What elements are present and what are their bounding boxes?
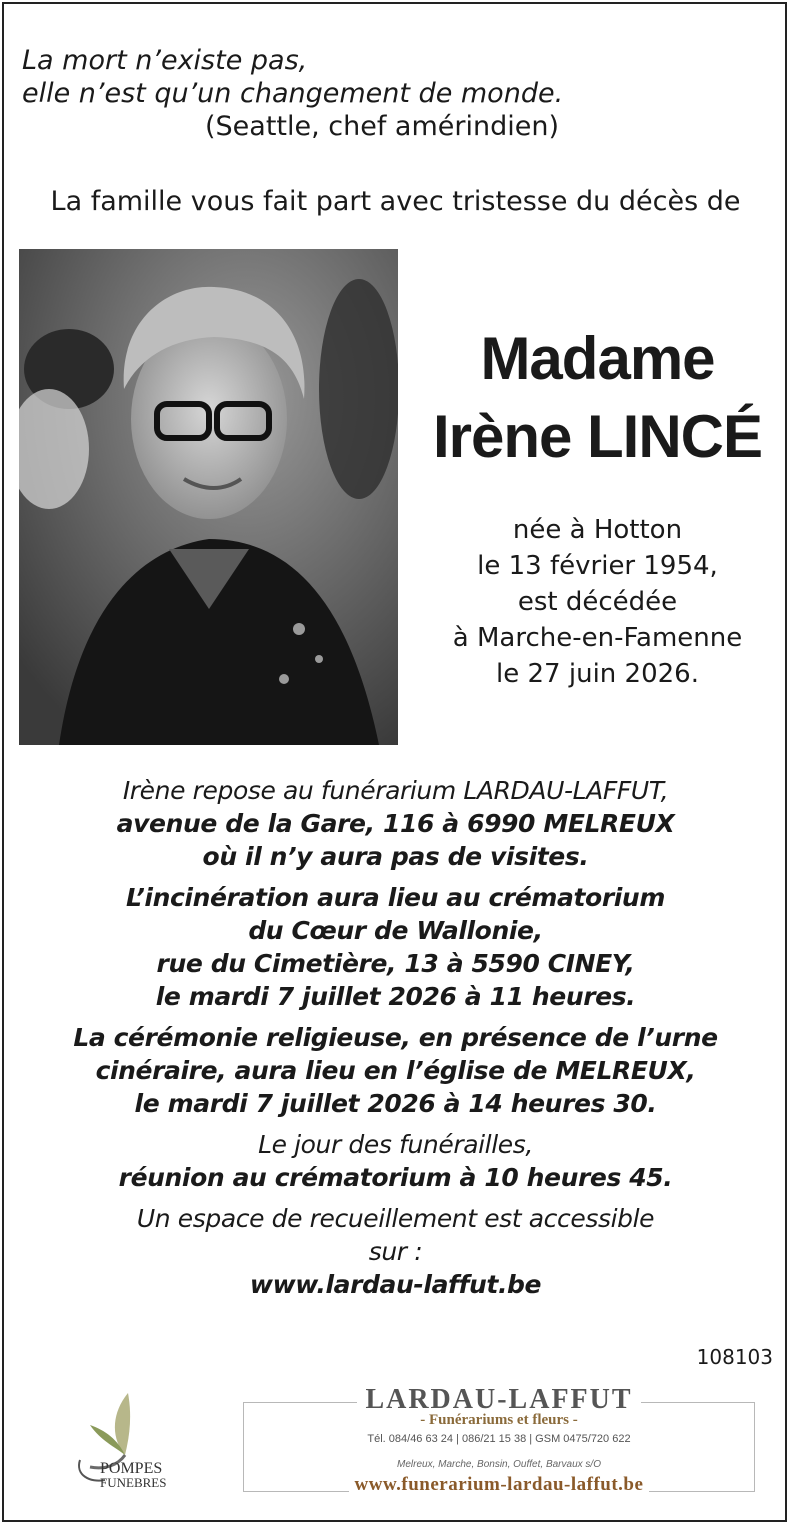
ceremony-date: le mardi 7 juillet 2026 à 14 heures 30. — [134, 1089, 657, 1118]
death-place: à Marche-en-Famenne — [452, 623, 743, 653]
banner-website-wrap — [243, 1474, 755, 1496]
lardau-laffut-banner — [243, 1382, 755, 1500]
epigraph-line-1: La mort n’existe pas, — [22, 45, 308, 76]
notice-reference: 108103 — [696, 1345, 773, 1369]
meeting-time: réunion au crématorium à 10 heures 45. — [118, 1163, 673, 1192]
banner-title: LARDAU-LAFFUT — [357, 1384, 640, 1415]
death-date: le 27 juin 2026. — [496, 659, 699, 689]
recueillement-line: Un espace de recueillement est accessible — [136, 1204, 655, 1233]
cremation-line-1: L’incinération aura lieu au crématorium — [126, 883, 665, 912]
deceased-name — [410, 320, 785, 476]
funeral-day-line: Le jour des funérailles, — [258, 1130, 533, 1159]
repose-visits: où il n’y aura pas de visites. — [202, 842, 589, 871]
intro-text: La famille vous fait part avec tristesse du décès de — [50, 186, 741, 217]
name-full: Irène LINCÉ — [432, 403, 763, 470]
birth-place: née à Hotton — [512, 515, 683, 545]
name-title: Madame — [480, 325, 715, 392]
cremation-line-2: du Cœur de Wallonie, — [248, 916, 543, 945]
death-label: est décédée — [517, 587, 678, 617]
birth-date: le 13 février 1954, — [477, 551, 718, 581]
epigraph — [22, 44, 742, 143]
epigraph-author: (Seattle, chef amérindien) — [204, 111, 559, 142]
birth-death-info — [410, 512, 785, 692]
ceremony-line-2: cinéraire, aura lieu en l’église de MELREUX, — [95, 1056, 696, 1085]
banner-website[interactable]: www.funerarium-lardau-laffut.be — [349, 1474, 650, 1495]
pompes-funebres-logo — [70, 1385, 200, 1495]
pompes-line-1: POMPES — [100, 1460, 163, 1477]
recueillement-site — [0, 1235, 791, 1301]
cremation-date: le mardi 7 juillet 2026 à 11 heures. — [155, 982, 636, 1011]
recueillement-link[interactable]: www.lardau-laffut.be — [249, 1270, 542, 1299]
banner-subtitle: - Funérariums et fleurs - — [420, 1412, 578, 1428]
site-prefix: sur : — [368, 1237, 423, 1266]
ceremony-line-1: La cérémonie religieuse, en présence de l’urne — [73, 1023, 718, 1052]
repose-line: Irène repose au funérarium LARDAU-LAFFUT, — [122, 776, 669, 805]
cremation-address: rue du Cimetière, 13 à 5590 CINEY, — [156, 949, 635, 978]
repose-address: avenue de la Gare, 116 à 6990 MELREUX — [116, 809, 675, 838]
banner-locations: Melreux, Marche, Bonsin, Ouffet, Barvaux s/O — [397, 1459, 601, 1470]
leaf-logo-icon — [70, 1385, 200, 1495]
banner-phones: Tél. 084/46 63 24 | 086/21 15 38 | GSM 0475/720 622 — [367, 1433, 631, 1445]
pompes-line-2: FUNEBRES — [100, 1475, 167, 1490]
funeral-details — [0, 774, 791, 1301]
epigraph-line-2: elle n’est qu’un changement de monde. — [22, 78, 564, 109]
portrait-photo — [19, 249, 398, 745]
